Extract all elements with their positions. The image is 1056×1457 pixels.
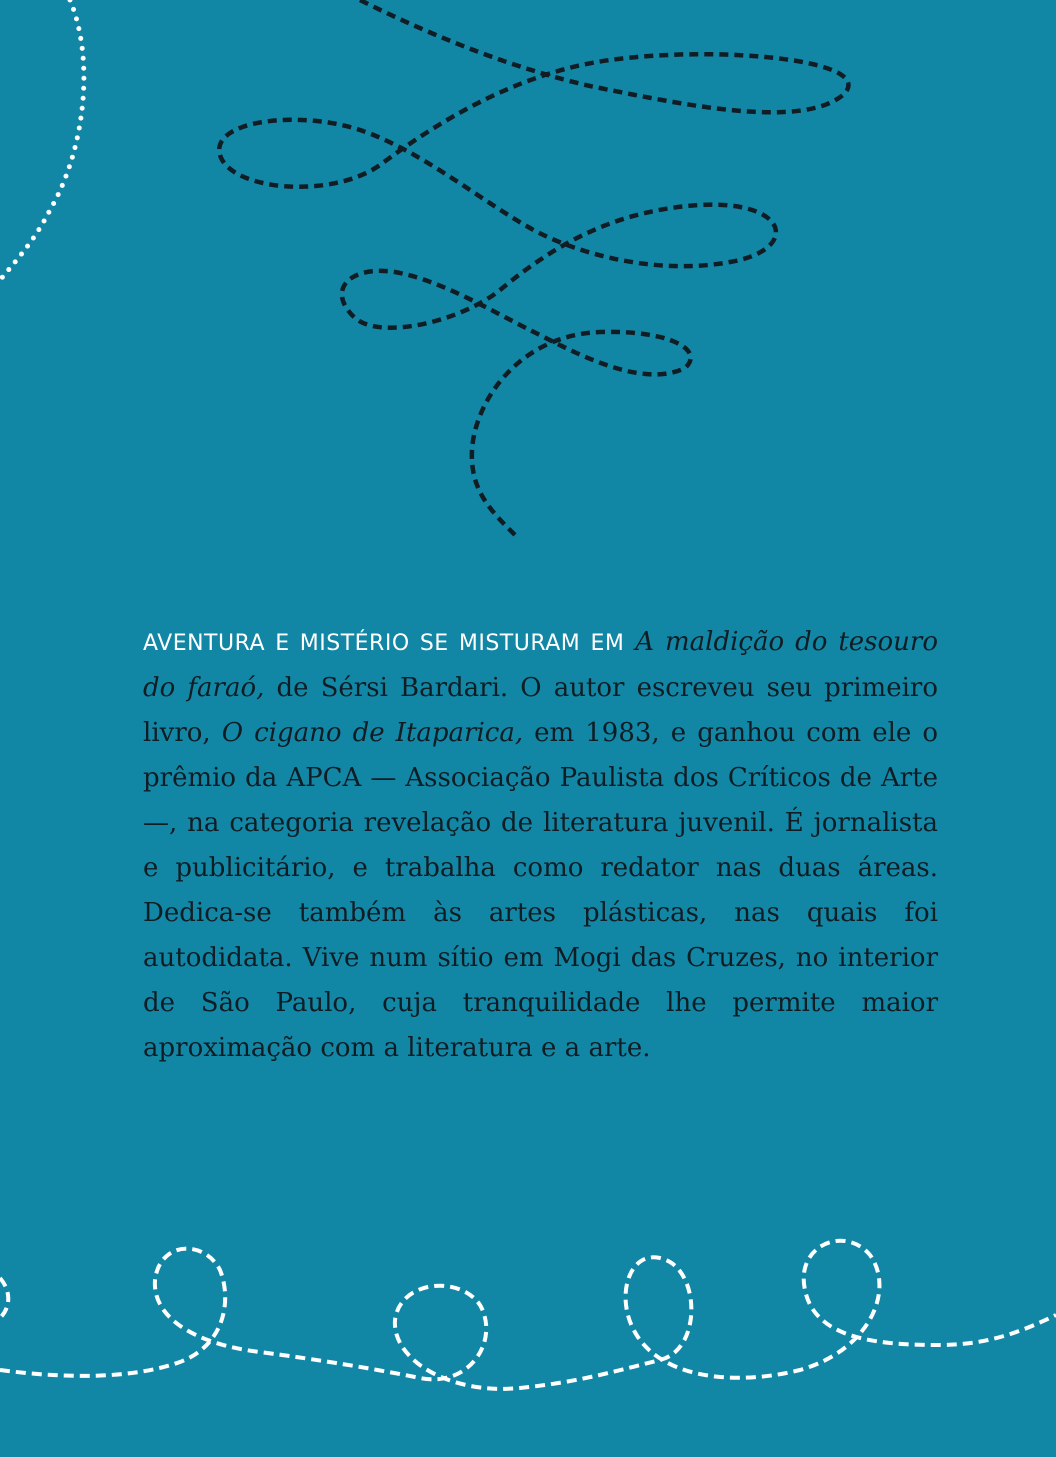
white-dotted-arc bbox=[0, 0, 84, 280]
bio-text-part-2: em 1983, e ganhou com ele o prêmio da APCA — Associação Paulista dos Críticos de Arte —, na categoria revelação de literatura juvenil. É jornalista e publicitário, e trabalha como redator nas duas áreas. Dedica-se também às artes plásticas, nas quais foi autodidata. Vive num sítio em Mogi das Cruzes, no interior de São Paulo, cuja tranquilidade lhe permite maior aproximação com a literatura e a arte. bbox=[143, 718, 939, 1063]
bio-text-part-1: de Sérsi Bardari. O autor escreveu seu primeiro livro, bbox=[143, 673, 938, 748]
dark-dashed-loop-line bbox=[219, 0, 848, 535]
bio-lead-caps: AVENTURA E MISTÉRIO SE MISTURAM EM bbox=[143, 631, 625, 656]
first-book-title: O cigano de Itaparica, bbox=[221, 718, 524, 748]
book-title: A maldição do tesouro do faraó, bbox=[143, 627, 938, 703]
white-dashed-loop-line bbox=[0, 1241, 1056, 1389]
author-bio bbox=[143, 620, 938, 1071]
